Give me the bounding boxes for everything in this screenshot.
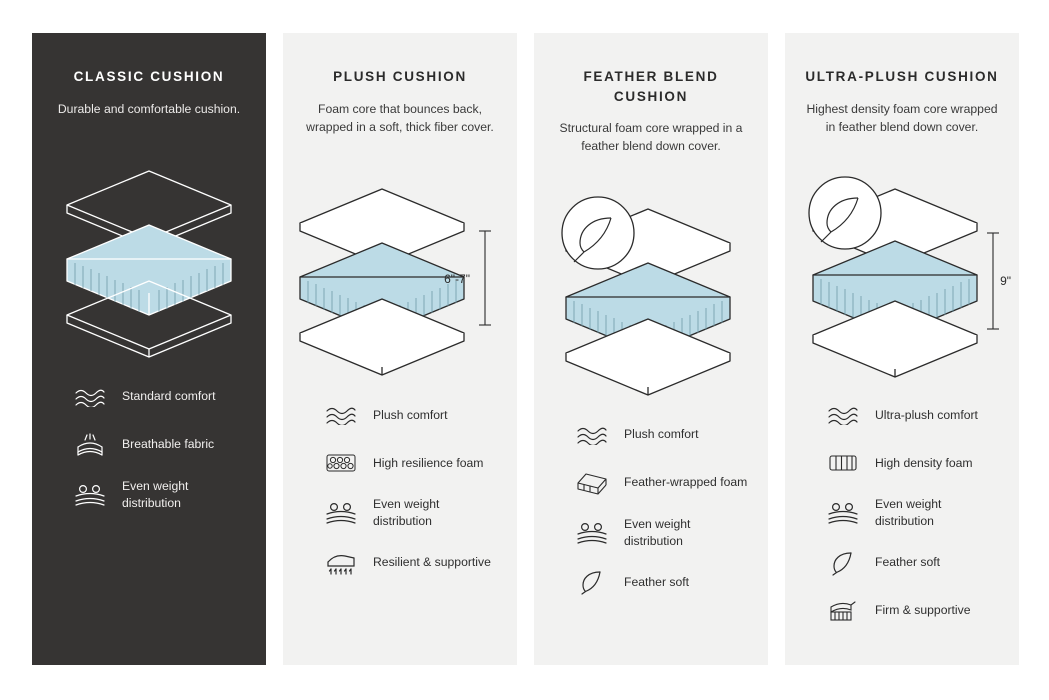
feature-label: Feather-wrapped foam: [624, 475, 748, 490]
even-weight-icon: [72, 480, 108, 510]
feature-label: High density foam: [875, 455, 973, 470]
breathable-fabric-icon: [72, 430, 108, 460]
page-title: ULTRA-PLUSH CUSHION: [805, 69, 999, 84]
list-item: [72, 382, 248, 412]
feature-label: Even weight distribution: [875, 497, 942, 528]
card-plush-cushion[interactable]: [283, 33, 517, 665]
feature-label: Plush comfort: [373, 407, 448, 422]
leaf-badge-icon: [562, 197, 634, 269]
page-title: FEATHER BLEND CUSHION: [583, 69, 719, 104]
leaf-icon: [825, 548, 861, 578]
feature-label: Ultra-plush comfort: [875, 407, 978, 422]
base-layer: [813, 301, 977, 377]
leaf-badge-icon: [809, 177, 881, 249]
card-classic-cushion[interactable]: [32, 33, 266, 665]
feature-list-classic: [50, 382, 248, 512]
feature-label: Even weight distribution: [624, 516, 691, 548]
card-description: Highest density foam core wrapped in feather blend down cover.: [806, 101, 998, 134]
height-label: 9": [1000, 274, 1011, 289]
list-item: [574, 468, 750, 498]
high-density-foam-icon: [825, 448, 861, 478]
feature-list-ultra-plush: [803, 400, 1001, 626]
feature-label: Standard comfort: [122, 389, 216, 404]
even-weight-icon: [825, 498, 861, 528]
feature-label: Feather soft: [875, 555, 941, 570]
cushion-diagram-feather-blend: [552, 166, 750, 416]
list-item: [825, 596, 1001, 626]
height-measure: [987, 233, 999, 329]
list-item: [574, 516, 750, 550]
feature-label: Feather soft: [624, 574, 690, 589]
card-description: Durable and comfortable cushion.: [57, 101, 241, 116]
height-measure: [479, 231, 491, 325]
feature-label: Resilient & supportive: [373, 555, 491, 570]
list-item: [323, 400, 499, 430]
feather-wrapped-foam-icon: [574, 468, 610, 498]
foam-core-layer: [67, 225, 231, 315]
feature-list-plush: [301, 400, 499, 578]
wave-comfort-icon: [323, 400, 359, 430]
feature-label: Breathable fabric: [122, 437, 215, 452]
wave-comfort-icon: [825, 400, 861, 430]
feature-label: Firm & supportive: [875, 603, 971, 618]
list-item: [825, 448, 1001, 478]
list-item: [72, 478, 248, 512]
list-item: [323, 448, 499, 478]
even-weight-icon: [323, 498, 359, 528]
base-layer: [300, 299, 464, 375]
card-description: Structural foam core wrapped in a feather blend down cover.: [559, 121, 743, 154]
honeycomb-foam-icon: [323, 448, 359, 478]
feature-list-feather-blend: [552, 420, 750, 598]
cushion-diagram-classic: [50, 128, 248, 378]
feature-label: Even weight distribution: [373, 497, 440, 528]
cushion-diagram-ultra-plush: [803, 146, 1011, 396]
wave-comfort-icon: [574, 420, 610, 450]
card-description: Foam core that bounces back, wrapped in a soft, thick fiber cover.: [306, 101, 494, 134]
leaf-icon: [574, 567, 610, 597]
list-item: [323, 496, 499, 530]
cushion-diagram-plush: [301, 146, 499, 396]
list-item: [323, 548, 499, 578]
list-item: [72, 430, 248, 460]
list-item: [574, 567, 750, 597]
page-title: CLASSIC CUSHION: [73, 69, 225, 84]
wave-comfort-icon: [72, 382, 108, 412]
feature-label: Plush comfort: [624, 427, 699, 442]
feature-label: Even weight distribution: [122, 478, 189, 510]
card-feather-blend-cushion[interactable]: [534, 33, 768, 665]
page-title: PLUSH CUSHION: [333, 69, 467, 84]
list-item: [825, 400, 1001, 430]
list-item: [825, 496, 1001, 530]
feature-label: High resilience foam: [373, 455, 484, 470]
resilient-support-icon: [323, 548, 359, 578]
list-item: [574, 420, 750, 450]
base-layer: [566, 319, 730, 395]
height-label: 6"-7": [444, 272, 470, 287]
firm-support-icon: [825, 596, 861, 626]
card-ultra-plush-cushion[interactable]: [785, 33, 1019, 665]
list-item: [825, 548, 1001, 578]
even-weight-icon: [574, 518, 610, 548]
